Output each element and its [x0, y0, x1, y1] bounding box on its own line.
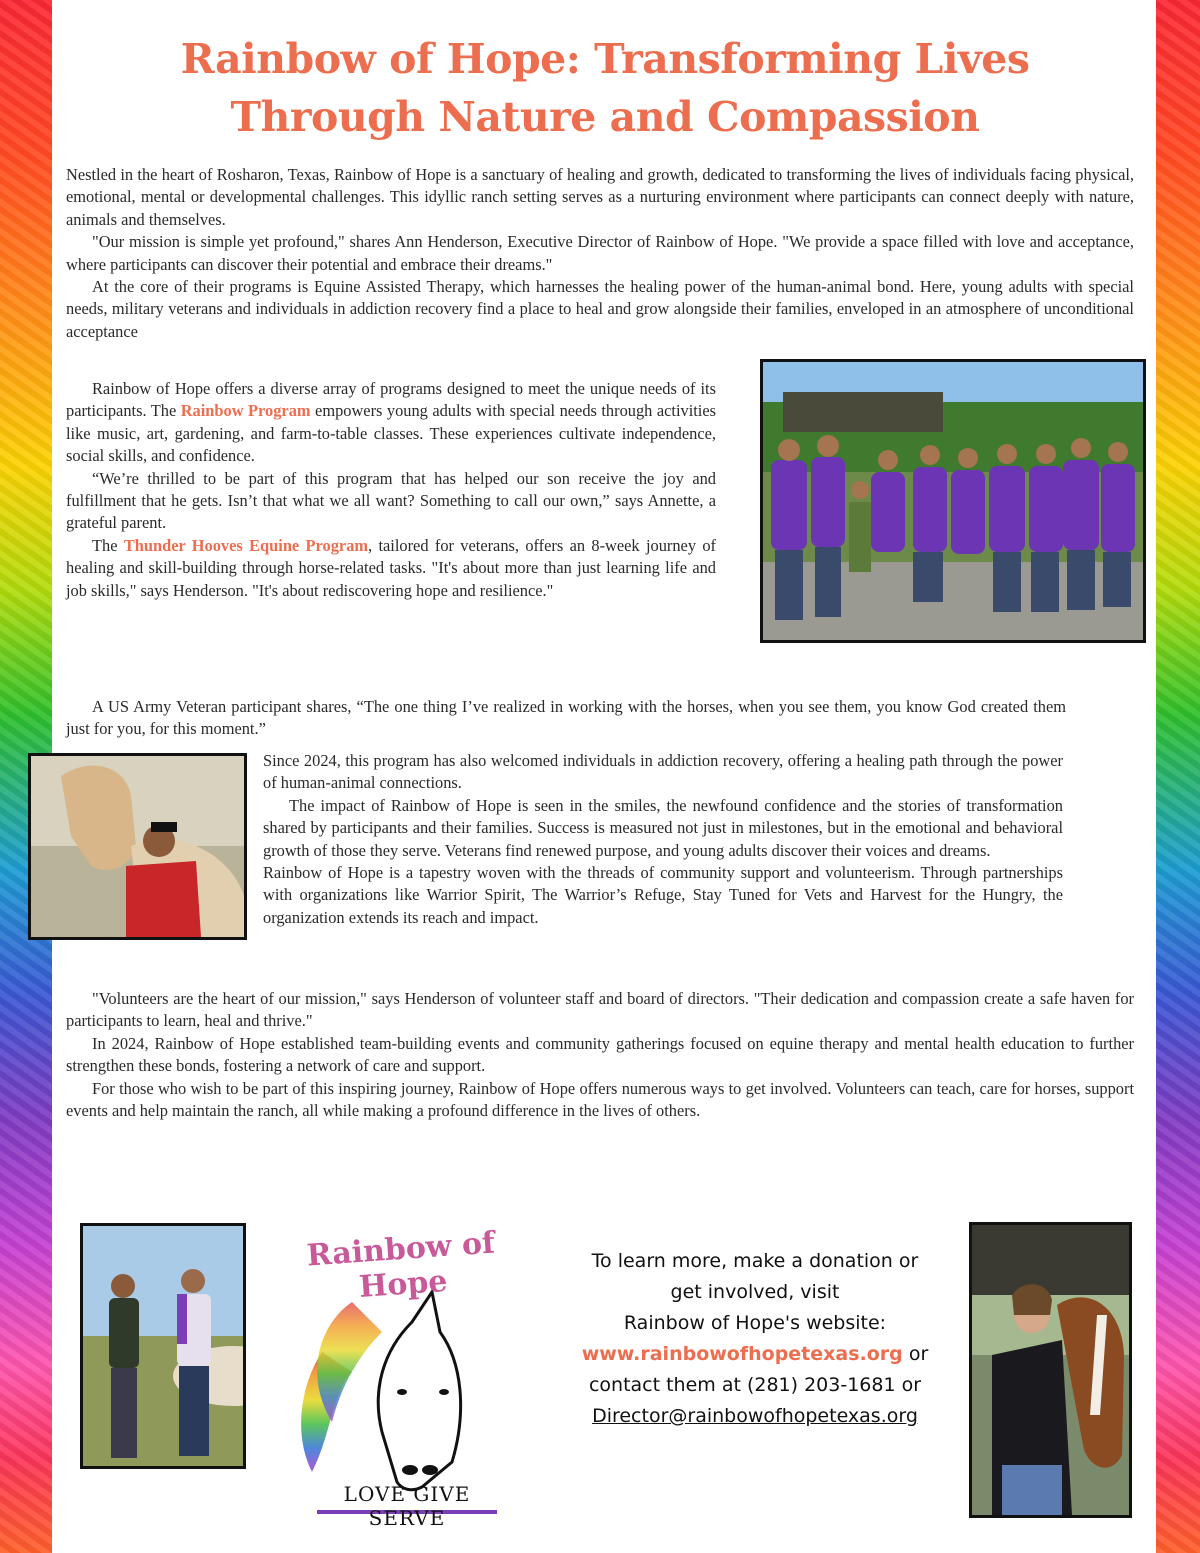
logo-name: Rainbow of Hope [305, 1225, 496, 1305]
paragraph-programs: Rainbow of Hope offers a diverse array of programs designed to meet the unique needs of its participants. The Rainbow Program empowers young adults with special needs through activities like music, art, gardening, and farm-to-table classes. These experiences cultivate independence, social skills, and confidence. [66, 379, 717, 466]
veteran-horse-illustration [31, 756, 244, 937]
woman-horse-photo [969, 1222, 1132, 1518]
rainbow-border-right [1156, 0, 1200, 1553]
group-photo [760, 359, 1146, 643]
paragraph-get-involved: For those who wish to be part of this inspiring journey, Rainbow of Hope offers numerous ways to get involved. Volunteers can teach, care for horses, support events and help maintain the ranch, all while making a profound difference in the lives of others. [66, 1078, 1134, 1121]
contact-phone-line: contact them at (281) 203-1681 or [588, 1374, 922, 1396]
paragraph-mission: "Our mission is simple yet profound," shares Ann Henderson, Executive Director of Rainbow of Hope. "We provide a space filled with love and acceptance, where participants can discover their potential and embrace their dreams." [66, 232, 1134, 274]
contact-line-1: To learn more, make a donation or [591, 1250, 919, 1272]
email-link[interactable]: Director@rainbowofhopetexas.org [592, 1405, 918, 1427]
rainbow-program-link: Rainbow Program [180, 401, 311, 421]
paragraph-impact: The impact of Rainbow of Hope is seen in the smiles, the newfound confidence and the stories of transformation shared by participants and their families. Success is measured not just in milestones, but in the emotional and behavioral growth of those they serve. Veterans find renewed purpose, and young adults discover their voices and dreams. [263, 795, 1063, 860]
title-line-1: Rainbow of Hope: Transforming Lives [180, 35, 1030, 83]
thunder-hooves-program-link: Thunder Hooves Equine Program [123, 535, 369, 555]
paragraph-intro: Nestled in the heart of Rosharon, Texas, Rainbow of Hope is a sanctuary of healing and growth, dedicated to transforming the lives of individuals facing physical, emotional, mental or developmental challenges. This idyllic ranch setting serves as a nurturing environment where participants can connect deeply with nature, animals and themselves. [66, 165, 1134, 229]
paragraph-2024-events: In 2024, Rainbow of Hope established team-building events and community gatherings focused on equine therapy and mental health education to further strengthen these bonds, fostering a network of care and support. [66, 1033, 1134, 1076]
rainbow-of-hope-logo [262, 1225, 542, 1530]
woman-horse-illustration [972, 1225, 1129, 1515]
paragraph-equine-therapy: At the core of their programs is Equine Assisted Therapy, which harnesses the healing power of the human-animal bond. Here, young adults with special needs, military veterans and individuals in addiction recovery find a place to heal and grow alongside their families, enveloped in an atmosphere of unconditional acceptance [66, 277, 1134, 341]
website-link[interactable]: www.rainbowofhopetexas.org [581, 1343, 903, 1365]
paragraph-parent-quote: “We’re thrilled to be part of this program that has helped our son receive the joy and fulfillment that he gets. Isn’t that what we all want? Something to call our own,” says Annette, a grateful parent. [66, 468, 716, 533]
paragraph-community: Rainbow of Hope is a tapestry woven with the threads of community support and volunteerism. Through partnerships with organizations like Warrior Spirit, The Warrior’s Refuge, Stay Tuned for Vets and Harvest for the Hungry, the organization extends its reach and impact. [263, 863, 1063, 927]
title-line-2: Through Nature and Compassion [230, 93, 980, 141]
veteran-quote-text [66, 696, 1066, 741]
walking-illustration [83, 1226, 243, 1466]
page-title [60, 30, 1150, 146]
contact-info [560, 1246, 950, 1432]
contact-line-2: get involved, visit [670, 1281, 840, 1303]
paragraph-addiction-recovery: Since 2024, this program has also welcomed individuals in addiction recovery, offering a healing path through the power of human-animal connections. [263, 751, 1063, 793]
closing-text [66, 988, 1134, 1122]
logo-tagline: LOVE GIVE SERVE [343, 1482, 471, 1530]
walking-photo [80, 1223, 246, 1469]
contact-line-3: Rainbow of Hope's website: [623, 1312, 887, 1334]
intro-text [66, 164, 1134, 343]
paragraph-veteran-quote: A US Army Veteran participant shares, “The one thing I’ve realized in working with the horses, when you see them, you know God created them just for you, for this moment.” [66, 697, 1066, 739]
impact-text [263, 750, 1063, 929]
contact-line-4: www.rainbowofhopetexas.org or [581, 1343, 929, 1365]
paragraph-volunteers: "Volunteers are the heart of our mission," says Henderson of volunteer staff and board of directors. "Their dedication and compassion create a safe haven for participants to learn, heal and thrive." [66, 989, 1134, 1031]
programs-text [66, 378, 716, 602]
group-photo-illustration [763, 362, 1143, 640]
paragraph-thunder-hooves: The Thunder Hooves Equine Program, tailored for veterans, offers an 8-week journey of healing and skill-building through horse-related tasks. "It's about more than just learning life and job skills," says Henderson. "It's about rediscovering hope and resilience." [66, 535, 716, 600]
veteran-horse-photo [28, 753, 247, 940]
